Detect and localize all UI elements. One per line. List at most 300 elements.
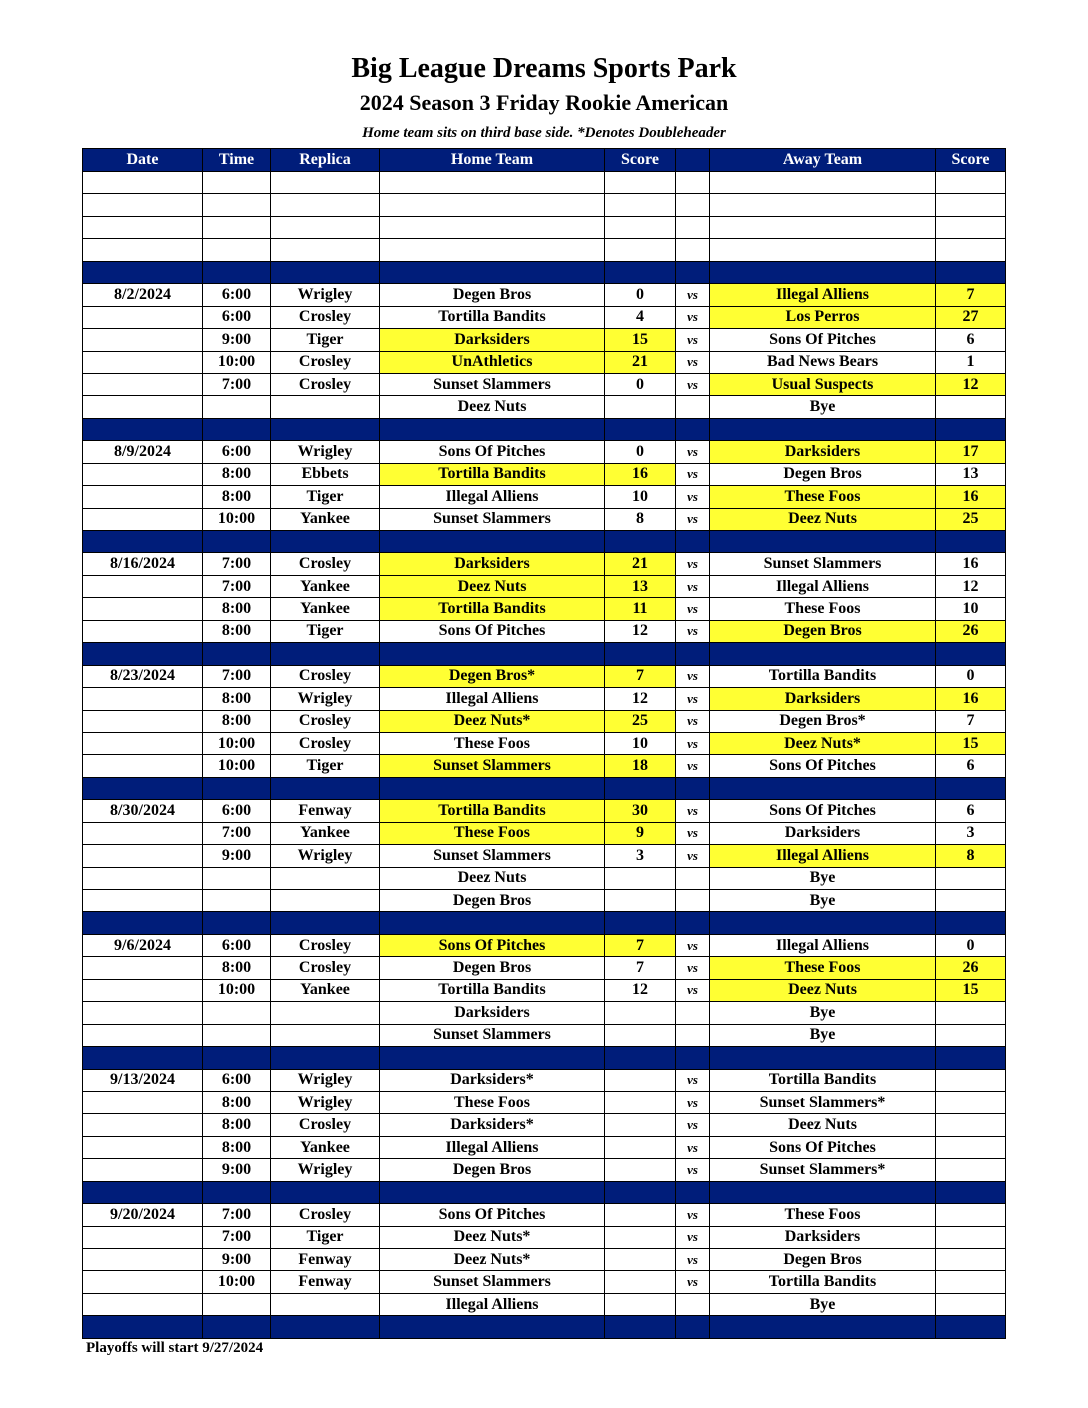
home-team-cell: UnAthletics: [380, 351, 605, 373]
replica-cell: Yankee: [271, 575, 380, 597]
vs-cell: [676, 1024, 710, 1046]
away-score-cell: [936, 777, 1006, 799]
home-score-cell: 3: [605, 845, 676, 867]
away-team-cell: Degen Bros: [710, 1249, 936, 1271]
time-cell: 10:00: [203, 732, 271, 754]
home-team-cell: [380, 172, 605, 194]
replica-cell: Fenway: [271, 1271, 380, 1293]
vs-cell: vs: [676, 1091, 710, 1113]
date-cell: [83, 912, 203, 934]
time-cell: 7:00: [203, 373, 271, 395]
home-score-cell: [605, 912, 676, 934]
time-cell: 8:00: [203, 1114, 271, 1136]
vs-cell: [676, 396, 710, 418]
home-score-cell: [605, 1181, 676, 1203]
time-cell: [203, 1002, 271, 1024]
home-team-cell: [380, 912, 605, 934]
home-score-cell: 16: [605, 463, 676, 485]
header-away-score: Score: [936, 149, 1006, 172]
replica-cell: Crosley: [271, 306, 380, 328]
away-score-cell: [936, 1293, 1006, 1315]
replica-cell: Crosley: [271, 553, 380, 575]
home-team-cell: Tortilla Bandits: [380, 979, 605, 1001]
home-team-cell: [380, 777, 605, 799]
time-cell: [203, 396, 271, 418]
away-score-cell: 16: [936, 553, 1006, 575]
away-score-cell: [936, 1271, 1006, 1293]
time-cell: 8:00: [203, 1091, 271, 1113]
away-score-cell: [936, 1159, 1006, 1181]
vs-cell: vs: [676, 620, 710, 642]
replica-cell: [271, 261, 380, 283]
home-team-cell: [380, 239, 605, 261]
vs-cell: vs: [676, 845, 710, 867]
time-cell: 6:00: [203, 306, 271, 328]
date-cell: [83, 890, 203, 912]
home-score-cell: [605, 1024, 676, 1046]
home-score-cell: [605, 1316, 676, 1338]
vs-cell: vs: [676, 665, 710, 687]
time-cell: 10:00: [203, 979, 271, 1001]
home-team-cell: Illegal Alliens: [380, 1293, 605, 1315]
date-cell: 8/2/2024: [83, 284, 203, 306]
home-team-cell: [380, 531, 605, 553]
date-cell: [83, 172, 203, 194]
away-score-cell: [936, 867, 1006, 889]
time-cell: [203, 239, 271, 261]
away-team-cell: These Foos: [710, 598, 936, 620]
table-row: [83, 800, 1006, 822]
vs-cell: [676, 418, 710, 440]
time-cell: 9:00: [203, 329, 271, 351]
away-team-cell: Bye: [710, 396, 936, 418]
vs-cell: vs: [676, 598, 710, 620]
table-row: [83, 598, 1006, 620]
home-team-cell: Darksiders*: [380, 1114, 605, 1136]
vs-cell: vs: [676, 306, 710, 328]
vs-cell: vs: [676, 575, 710, 597]
date-cell: [83, 1293, 203, 1315]
vs-cell: [676, 890, 710, 912]
home-team-cell: Darksiders: [380, 553, 605, 575]
away-score-cell: 12: [936, 575, 1006, 597]
home-score-cell: 25: [605, 710, 676, 732]
home-team-cell: Degen Bros: [380, 1159, 605, 1181]
home-score-cell: [605, 1136, 676, 1158]
away-team-cell: [710, 1316, 936, 1338]
away-score-cell: [936, 1091, 1006, 1113]
home-team-cell: Sunset Slammers: [380, 1271, 605, 1293]
home-score-cell: 8: [605, 508, 676, 530]
date-cell: [83, 575, 203, 597]
home-score-cell: 18: [605, 755, 676, 777]
home-team-cell: Sons Of Pitches: [380, 1204, 605, 1226]
replica-cell: [271, 1181, 380, 1203]
away-team-cell: Sunset Slammers: [710, 553, 936, 575]
replica-cell: Wrigley: [271, 441, 380, 463]
home-score-cell: [605, 216, 676, 238]
replica-cell: Crosley: [271, 934, 380, 956]
replica-cell: Tiger: [271, 1226, 380, 1248]
table-row: [83, 620, 1006, 642]
home-team-cell: [380, 261, 605, 283]
time-cell: 8:00: [203, 957, 271, 979]
home-score-cell: 15: [605, 329, 676, 351]
home-score-cell: [605, 1226, 676, 1248]
home-team-cell: Degen Bros: [380, 957, 605, 979]
time-cell: [203, 1047, 271, 1069]
away-score-cell: [936, 261, 1006, 283]
replica-cell: Wrigley: [271, 688, 380, 710]
table-row: [83, 845, 1006, 867]
date-cell: [83, 777, 203, 799]
replica-cell: Crosley: [271, 373, 380, 395]
time-cell: [203, 261, 271, 283]
replica-cell: [271, 216, 380, 238]
away-score-cell: 1: [936, 351, 1006, 373]
header-away-team: Away Team: [710, 149, 936, 172]
home-score-cell: [605, 239, 676, 261]
blank-row: [83, 172, 1006, 194]
table-row: [83, 284, 1006, 306]
home-score-cell: [605, 396, 676, 418]
home-score-cell: 0: [605, 284, 676, 306]
time-cell: 7:00: [203, 1204, 271, 1226]
home-score-cell: 4: [605, 306, 676, 328]
time-cell: 6:00: [203, 1069, 271, 1091]
vs-cell: [676, 1316, 710, 1338]
date-cell: [83, 1249, 203, 1271]
away-team-cell: Bad News Bears: [710, 351, 936, 373]
date-cell: [83, 1226, 203, 1248]
home-score-cell: 7: [605, 957, 676, 979]
home-team-cell: These Foos: [380, 732, 605, 754]
home-team-cell: Darksiders: [380, 329, 605, 351]
table-row: [83, 957, 1006, 979]
away-score-cell: [936, 239, 1006, 261]
away-score-cell: [936, 643, 1006, 665]
vs-cell: [676, 531, 710, 553]
home-score-cell: 7: [605, 934, 676, 956]
date-cell: [83, 845, 203, 867]
date-cell: [83, 688, 203, 710]
replica-cell: Wrigley: [271, 845, 380, 867]
table-row: [83, 1136, 1006, 1158]
home-team-cell: Tortilla Bandits: [380, 306, 605, 328]
away-team-cell: Degen Bros: [710, 620, 936, 642]
away-score-cell: 6: [936, 800, 1006, 822]
home-score-cell: 7: [605, 665, 676, 687]
date-cell: [83, 351, 203, 373]
replica-cell: Yankee: [271, 508, 380, 530]
home-score-cell: [605, 1091, 676, 1113]
home-score-cell: [605, 1249, 676, 1271]
date-cell: 9/6/2024: [83, 934, 203, 956]
away-team-cell: [710, 418, 936, 440]
away-team-cell: Illegal Alliens: [710, 284, 936, 306]
date-cell: [83, 1002, 203, 1024]
home-team-cell: Darksiders: [380, 1002, 605, 1024]
time-cell: 8:00: [203, 463, 271, 485]
home-score-cell: [605, 777, 676, 799]
vs-cell: [676, 194, 710, 216]
away-team-cell: Degen Bros*: [710, 710, 936, 732]
home-team-cell: [380, 194, 605, 216]
away-team-cell: Sons Of Pitches: [710, 329, 936, 351]
table-row: [83, 441, 1006, 463]
time-cell: [203, 194, 271, 216]
home-team-cell: Sunset Slammers: [380, 508, 605, 530]
away-team-cell: Degen Bros: [710, 463, 936, 485]
away-team-cell: [710, 216, 936, 238]
date-cell: [83, 643, 203, 665]
home-team-cell: Deez Nuts: [380, 396, 605, 418]
date-cell: 8/9/2024: [83, 441, 203, 463]
time-cell: [203, 643, 271, 665]
home-score-cell: [605, 1069, 676, 1091]
home-score-cell: [605, 890, 676, 912]
away-team-cell: These Foos: [710, 486, 936, 508]
home-score-cell: 12: [605, 620, 676, 642]
page-subtitle: 2024 Season 3 Friday Rookie American: [359, 90, 729, 115]
vs-cell: vs: [676, 329, 710, 351]
away-score-cell: 16: [936, 486, 1006, 508]
home-team-cell: Degen Bros*: [380, 665, 605, 687]
home-score-cell: 12: [605, 979, 676, 1001]
time-cell: [203, 1024, 271, 1046]
date-cell: [83, 508, 203, 530]
table-row: [83, 755, 1006, 777]
away-score-cell: [936, 912, 1006, 934]
table-row: [83, 396, 1006, 418]
away-score-cell: [936, 1249, 1006, 1271]
away-team-cell: Los Perros: [710, 306, 936, 328]
replica-cell: Yankee: [271, 598, 380, 620]
away-score-cell: [936, 216, 1006, 238]
vs-cell: vs: [676, 1159, 710, 1181]
away-team-cell: Deez Nuts: [710, 508, 936, 530]
away-score-cell: 16: [936, 688, 1006, 710]
replica-cell: [271, 1293, 380, 1315]
home-team-cell: Illegal Alliens: [380, 1136, 605, 1158]
date-cell: [83, 598, 203, 620]
table-row: [83, 1024, 1006, 1046]
time-cell: 6:00: [203, 441, 271, 463]
replica-cell: [271, 1024, 380, 1046]
away-team-cell: These Foos: [710, 957, 936, 979]
table-row: [83, 1069, 1006, 1091]
replica-cell: Crosley: [271, 665, 380, 687]
header-home-score: Score: [605, 149, 676, 172]
replica-cell: Wrigley: [271, 1159, 380, 1181]
replica-cell: Yankee: [271, 979, 380, 1001]
home-score-cell: [605, 531, 676, 553]
vs-cell: vs: [676, 979, 710, 1001]
vs-cell: [676, 1293, 710, 1315]
time-cell: [203, 172, 271, 194]
table-row: [83, 351, 1006, 373]
date-cell: [83, 1136, 203, 1158]
vs-cell: vs: [676, 822, 710, 844]
week-separator-row: [83, 261, 1006, 283]
replica-cell: Yankee: [271, 822, 380, 844]
home-score-cell: [605, 418, 676, 440]
home-team-cell: Darksiders*: [380, 1069, 605, 1091]
replica-cell: Tiger: [271, 755, 380, 777]
home-team-cell: Degen Bros: [380, 890, 605, 912]
away-score-cell: [936, 1181, 1006, 1203]
away-score-cell: 26: [936, 957, 1006, 979]
away-score-cell: 8: [936, 845, 1006, 867]
table-row: [83, 867, 1006, 889]
home-team-cell: Sons Of Pitches: [380, 934, 605, 956]
date-cell: [83, 1316, 203, 1338]
away-team-cell: Tortilla Bandits: [710, 1271, 936, 1293]
date-cell: [83, 1181, 203, 1203]
away-team-cell: [710, 172, 936, 194]
away-team-cell: Usual Suspects: [710, 373, 936, 395]
time-cell: 7:00: [203, 665, 271, 687]
replica-cell: [271, 1316, 380, 1338]
away-score-cell: [936, 1114, 1006, 1136]
replica-cell: [271, 867, 380, 889]
table-row: [83, 822, 1006, 844]
vs-cell: vs: [676, 373, 710, 395]
away-team-cell: Bye: [710, 1024, 936, 1046]
away-score-cell: 7: [936, 710, 1006, 732]
vs-cell: vs: [676, 463, 710, 485]
away-score-cell: [936, 1204, 1006, 1226]
home-team-cell: Deez Nuts*: [380, 1226, 605, 1248]
time-cell: 10:00: [203, 1271, 271, 1293]
date-cell: [83, 418, 203, 440]
vs-cell: vs: [676, 1136, 710, 1158]
date-cell: [83, 755, 203, 777]
home-score-cell: [605, 1293, 676, 1315]
away-team-cell: Deez Nuts: [710, 979, 936, 1001]
away-team-cell: [710, 1047, 936, 1069]
away-team-cell: Sons Of Pitches: [710, 1136, 936, 1158]
vs-cell: vs: [676, 351, 710, 373]
table-row: [83, 1226, 1006, 1248]
away-team-cell: Bye: [710, 890, 936, 912]
home-team-cell: Sons Of Pitches: [380, 620, 605, 642]
table-header-row: [83, 149, 1006, 172]
date-cell: [83, 329, 203, 351]
replica-cell: Wrigley: [271, 284, 380, 306]
date-cell: 9/13/2024: [83, 1069, 203, 1091]
table-row: [83, 306, 1006, 328]
away-score-cell: [936, 418, 1006, 440]
home-team-cell: Deez Nuts: [380, 575, 605, 597]
home-team-cell: Sunset Slammers: [380, 755, 605, 777]
vs-cell: vs: [676, 1069, 710, 1091]
replica-cell: [271, 531, 380, 553]
home-team-cell: Sunset Slammers: [380, 1024, 605, 1046]
time-cell: [203, 890, 271, 912]
time-cell: 6:00: [203, 934, 271, 956]
home-score-cell: [605, 194, 676, 216]
away-score-cell: 7: [936, 284, 1006, 306]
replica-cell: Tiger: [271, 329, 380, 351]
away-team-cell: [710, 912, 936, 934]
replica-cell: Yankee: [271, 1136, 380, 1158]
week-separator-row: [83, 643, 1006, 665]
home-team-cell: These Foos: [380, 1091, 605, 1113]
replica-cell: [271, 912, 380, 934]
away-score-cell: 12: [936, 373, 1006, 395]
away-team-cell: Sunset Slammers*: [710, 1091, 936, 1113]
time-cell: [203, 912, 271, 934]
home-score-cell: 0: [605, 441, 676, 463]
date-cell: [83, 1024, 203, 1046]
away-team-cell: Darksiders: [710, 1226, 936, 1248]
home-score-cell: 30: [605, 800, 676, 822]
replica-cell: Wrigley: [271, 1091, 380, 1113]
away-team-cell: Illegal Alliens: [710, 575, 936, 597]
table-row: [83, 1114, 1006, 1136]
header-home-team: Home Team: [380, 149, 605, 172]
table-row: [83, 1249, 1006, 1271]
away-team-cell: Illegal Alliens: [710, 845, 936, 867]
replica-cell: [271, 418, 380, 440]
vs-cell: vs: [676, 1114, 710, 1136]
week-separator-row: [83, 418, 1006, 440]
vs-cell: [676, 1002, 710, 1024]
time-cell: 8:00: [203, 486, 271, 508]
date-cell: [83, 531, 203, 553]
vs-cell: vs: [676, 486, 710, 508]
time-cell: [203, 1316, 271, 1338]
away-score-cell: [936, 1047, 1006, 1069]
time-cell: [203, 777, 271, 799]
away-team-cell: Sons Of Pitches: [710, 755, 936, 777]
date-cell: 9/20/2024: [83, 1204, 203, 1226]
schedule-table: [82, 148, 1006, 1339]
week-separator-row: [83, 1181, 1006, 1203]
vs-cell: vs: [676, 441, 710, 463]
date-cell: [83, 1159, 203, 1181]
table-row: [83, 486, 1006, 508]
table-row: [83, 373, 1006, 395]
date-cell: [83, 306, 203, 328]
away-score-cell: 0: [936, 934, 1006, 956]
time-cell: [203, 867, 271, 889]
away-score-cell: 25: [936, 508, 1006, 530]
vs-cell: [676, 867, 710, 889]
away-team-cell: [710, 643, 936, 665]
header-date: Date: [83, 149, 203, 172]
home-score-cell: [605, 1159, 676, 1181]
away-team-cell: Darksiders: [710, 441, 936, 463]
table-row: [83, 508, 1006, 530]
home-team-cell: [380, 1181, 605, 1203]
date-cell: [83, 1114, 203, 1136]
table-row: [83, 329, 1006, 351]
away-team-cell: Bye: [710, 867, 936, 889]
table-row: [83, 463, 1006, 485]
home-team-cell: Illegal Alliens: [380, 486, 605, 508]
doubleheader-note: Home team sits on third base side. *Denotes Doubleheader: [362, 125, 726, 141]
vs-cell: [676, 261, 710, 283]
away-score-cell: [936, 172, 1006, 194]
home-team-cell: Sons Of Pitches: [380, 441, 605, 463]
away-score-cell: [936, 1136, 1006, 1158]
date-cell: [83, 867, 203, 889]
home-score-cell: 21: [605, 351, 676, 373]
home-score-cell: 9: [605, 822, 676, 844]
away-score-cell: 15: [936, 979, 1006, 1001]
